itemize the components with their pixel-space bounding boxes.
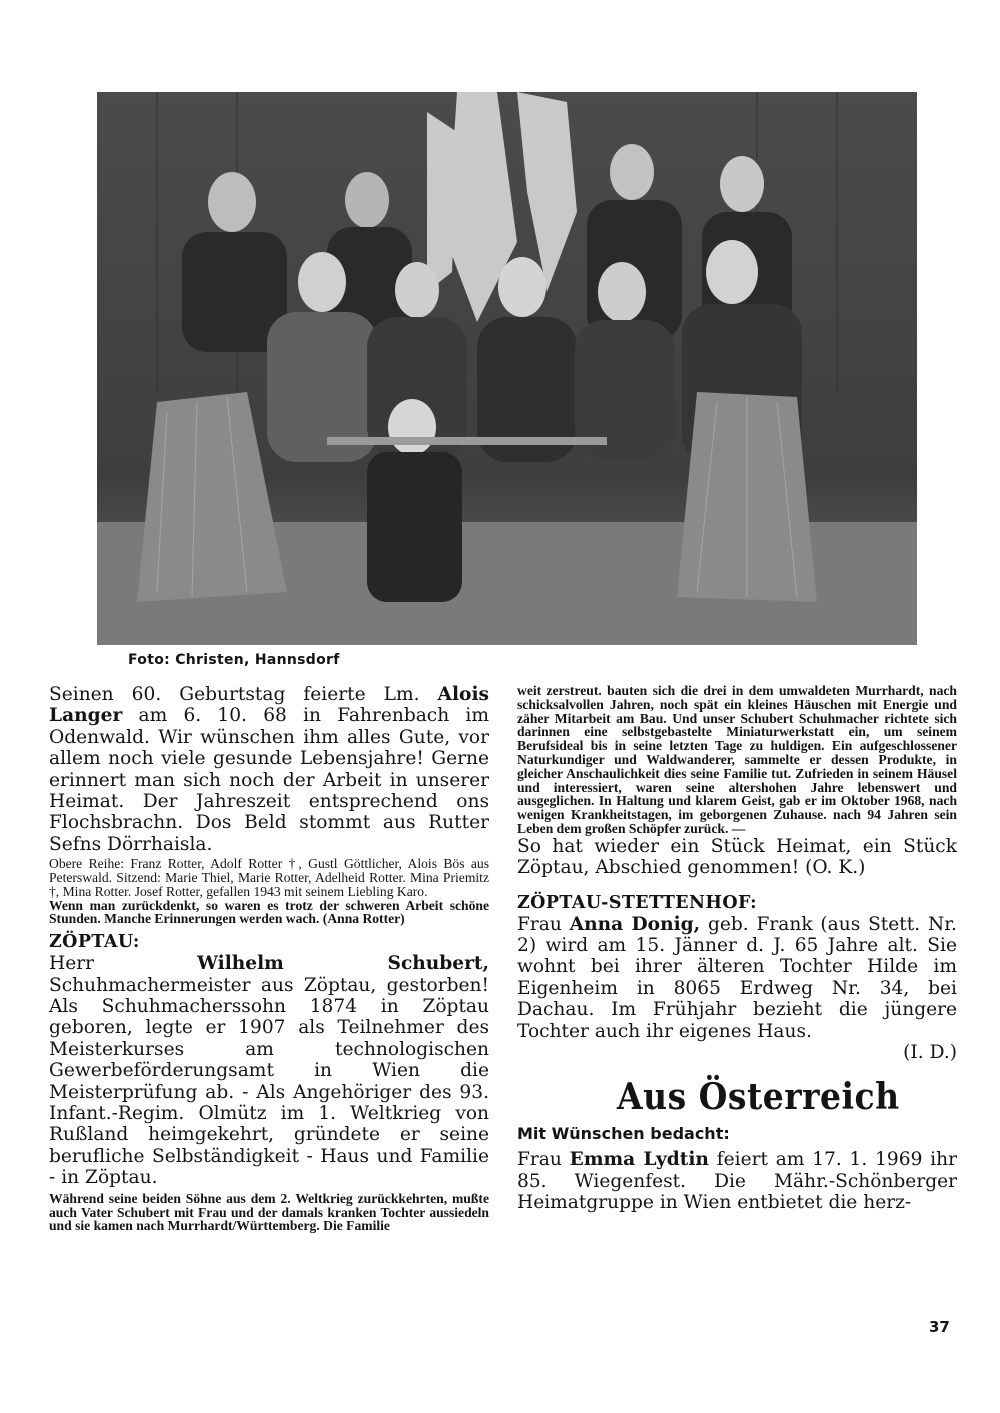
donig-signature: (I. D.) xyxy=(903,1042,957,1064)
lydtin-name: Emma Lydtin xyxy=(569,1149,709,1171)
page-number: 37 xyxy=(929,1318,950,1336)
photo-description: Obere Reihe: Franz Rotter, Adolf Rotter †, Gustl Göttlicher, Alois Bös aus Peterswald. Sitzend: Marie Thiel, Marie Rotter, Adelheid Rotter. Mina Priemitz †, Mina Rotter. Josef Rotter, gefallen 1943 mit seinem Liebling Karo. xyxy=(49,856,489,899)
donig-text-1: Frau xyxy=(517,913,562,935)
obituary-text-1: Herr xyxy=(49,953,94,975)
lydtin-text-2: feiert am 17. 1. 1969 ihr 85. Wiegenfest. Die Mähr.-Schönberger Heimatgruppe in Wien entbietet die herz- xyxy=(517,1149,957,1214)
section-title: Aus Österreich xyxy=(617,1075,900,1119)
obituary-text-2: Schuhmachermeister aus Zöptau, gestorben! Als Schuhmacherssohn 1874 in Zöptau geboren, legte er 1907 als Teilnehmer des Meisterkurses am technologischen Gewerbeförderungsamt in Wien die Meisterprüfung ab. - Als Angehöriger des 93. Infant.-Regim. Olmütz im 1. Weltkrieg von Rußland heimgekehrt, gründete er seine berufliche Selbständigkeit - Haus und Familie - in Zöptau. xyxy=(49,974,489,1189)
birthday-text-1: Seinen 60. Geburtstag feierte Lm. xyxy=(49,684,420,705)
right-column xyxy=(517,684,957,1214)
photo-description-2: Wenn man zurückdenkt, so waren es trotz der schweren Arbeit schöne Stunden. Manche Erinnerungen werden wach. (Anna Rotter) xyxy=(49,897,489,927)
obituary-continued: weit zerstreut. bauten sich die drei in dem umwaldeten Murrhardt, nach schicksalvollen Jahren, noch spät ein kleines Häuschen mit Energie und zäher Mitarbeit am Bau. Und unser Schubert Schuhmacher richtete sich darinnen eine selbstgebastelte Miniaturwerkstatt ein, um seinem Berufsideal bis in seine letzten Tage zu huldigen. Ein aufgeschlossener Naturkundiger und Waldwanderer, sammelte er dessen Produkte, in gleicher Anschaulichkeit dies seine Familie tut. Zufrieden in seinem Häusel und interessiert, waren seine altershohen Jahre lebenswert und ausgeglichen. In Haltung und klarem Geist, gab er im Oktober 1968, nach wenigen Krankheitstagen, im geborgenen Zuhause. nach 94 Jahren sein Leben dem großen Schöpfer zurück. — xyxy=(517,683,957,836)
obituary-closing: So hat wieder ein Stück Heimat, ein Stück Zöptau, Abschied genommen! (O. K.) xyxy=(517,835,957,879)
donig-name: Anna Donig, xyxy=(569,913,701,935)
donig-paragraph xyxy=(517,914,957,1042)
lydtin-paragraph xyxy=(517,1149,957,1213)
birthday-paragraph xyxy=(49,684,489,855)
donig-text-2: geb. Frank (aus Stett. Nr. 2) wird am 15. Jänner d. J. 65 Jahre alt. Sie wohnt bei ihrer älteren Tochter Hilde im Eigenheim in 8065 Erdweg Nr. 34, bei Dachau. Im Frühjahr bezieht die jüngere Tochter auch ihr eigenes Haus. xyxy=(517,913,957,1042)
birthday-name: Alois Langer xyxy=(49,684,489,727)
group-photo xyxy=(97,92,917,645)
group-photo-image xyxy=(97,92,917,645)
obituary-name: Wilhelm Schubert, xyxy=(197,953,489,975)
subheading: Mit Wünschen bedacht: xyxy=(517,1124,730,1144)
lydtin-text-1: Frau xyxy=(517,1149,562,1171)
heading-stettenhof: ZÖPTAU-STETTENHOF: xyxy=(517,892,758,913)
heading-zoeptau: ZÖPTAU: xyxy=(49,932,140,953)
photo-caption: Foto: Christen, Hannsdorf xyxy=(128,652,340,668)
birthday-text-2: am 6. 10. 68 in Fahrenbach im Odenwald. Wir wünschen ihm alles Gute, vor allem noch viele gesunde Lebensjahre! Gerne erinnert man sich noch der Arbeit in unserer Heimat. Der Jahreszeit entsprechend ons Flochsbrachn. Dos Beld stommt aus Rutter Sefns Dörrhaisla. xyxy=(49,705,489,855)
left-column xyxy=(49,684,489,1233)
obituary-small: Während seine beiden Söhne aus dem 2. Weltkrieg zurückkehrten, mußte auch Vater Schubert mit Frau und der damals kranken Tochter aussiedeln und sie kamen nach Murrhardt/Württemberg. Die Familie xyxy=(49,1190,489,1234)
obituary-paragraph xyxy=(49,953,489,1188)
